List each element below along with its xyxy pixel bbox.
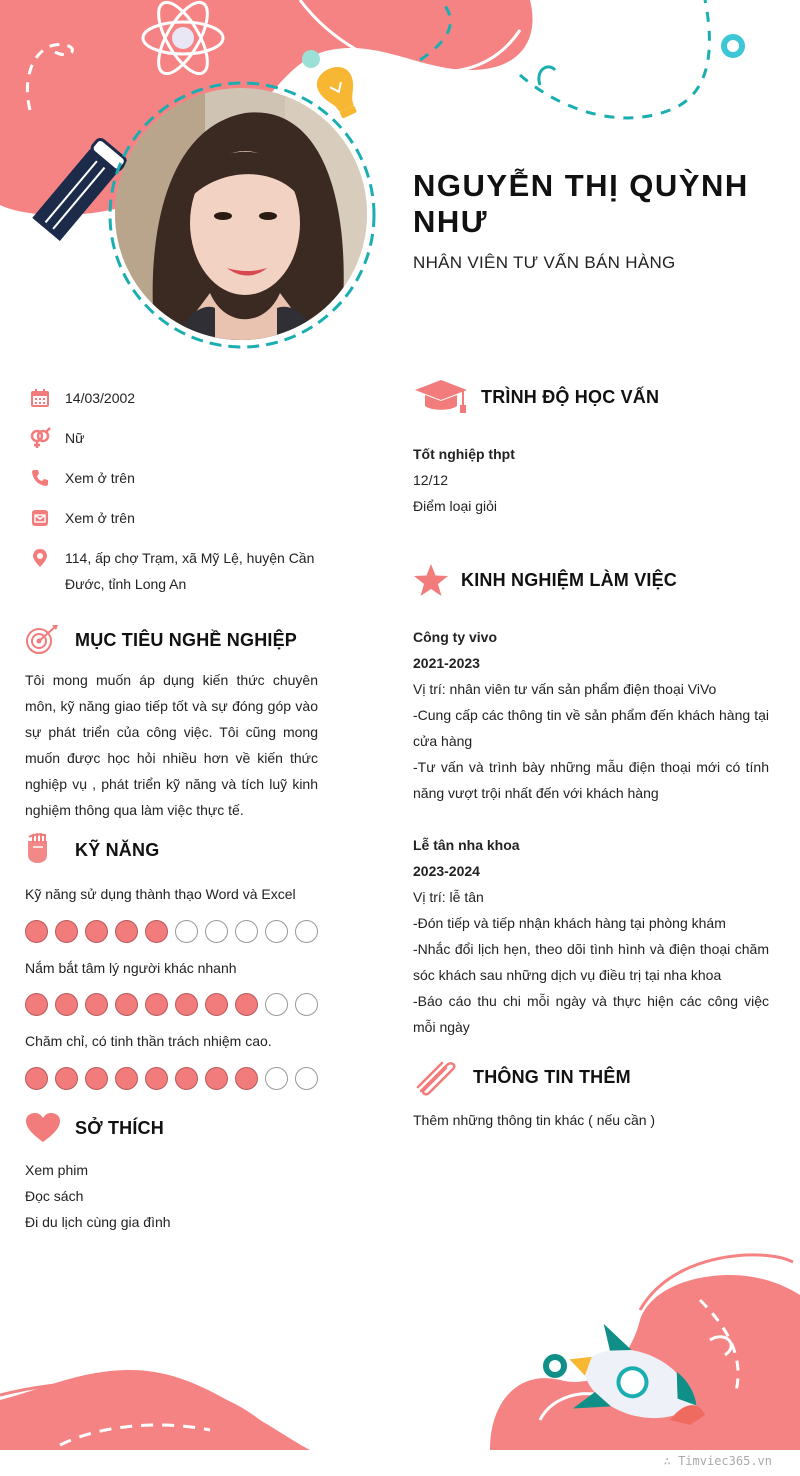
rating-dot-filled (25, 1067, 48, 1090)
rating-dot-filled (115, 1067, 138, 1090)
rating-dot-filled (235, 1067, 258, 1090)
portrait-illustration (115, 88, 367, 340)
address-value: 114, ấp chợ Trạm, xã Mỹ Lệ, huyện Cần Đước, tỉnh Long An (65, 550, 315, 592)
rating-dot-filled (115, 993, 138, 1016)
extra-info-heading (413, 1057, 631, 1097)
rating-dot-filled (205, 993, 228, 1016)
experience-job-2 (413, 832, 769, 1040)
rating-dot-empty (175, 920, 198, 943)
location-pin-icon (28, 546, 52, 570)
rating-dot-filled (205, 1067, 228, 1090)
rating-dot-filled (25, 920, 48, 943)
job-line: -Cung cấp các thông tin về sản phẩm đến khách hàng tại cửa hàng (413, 707, 769, 749)
rating-dot-filled (145, 993, 168, 1016)
rating-dot-empty (265, 920, 288, 943)
rating-dot-filled (85, 920, 108, 943)
fist-icon (25, 833, 61, 867)
hobby-item: Xem phim (25, 1162, 89, 1178)
experience-job-1 (413, 624, 769, 806)
calendar-icon (28, 386, 52, 410)
skills-heading (25, 833, 159, 867)
contact-birthday (28, 385, 318, 411)
job-line: -Nhắc đổi lịch hẹn, theo dõi tình hình và điện thoại chăm sóc khách sau những dịch vụ điều trị tại nha khoa (413, 941, 769, 983)
extra-info-title: THÔNG TIN THÊM (473, 1066, 631, 1087)
education-school: Tốt nghiệp thpt (413, 446, 515, 462)
phone-value: Xem ở trên (65, 470, 135, 486)
education-grade: 12/12 (413, 472, 449, 488)
skill-label-3: Chăm chỉ, có tinh thần trách nhiệm cao. (25, 1033, 272, 1049)
rating-dot-filled (175, 993, 198, 1016)
contact-gender (28, 425, 318, 451)
job-period: 2023-2024 (413, 863, 480, 879)
rating-dot-filled (55, 920, 78, 943)
rating-dot-empty (295, 1067, 318, 1090)
rating-dot-filled (175, 1067, 198, 1090)
job-company: Lễ tân nha khoa (413, 837, 520, 853)
birthday-value: 14/03/2002 (65, 390, 136, 406)
extra-info-text: Thêm những thông tin khác ( nếu cần ) (413, 1112, 656, 1128)
contact-email (28, 505, 318, 531)
objective-text: Tôi mong muốn áp dụng kiến thức chuyên môn, kỹ năng giao tiếp tốt và sự đóng góp vào sự phát triển của công việc. Tôi cũng mong muốn được học hỏi nhiều hơn về kiến thức nghiệp vụ , phát triển kỹ năng và tích luỹ kinh nghiệm thông qua làm việc thực tế. (25, 672, 318, 818)
profile-photo (115, 88, 367, 340)
email-icon (28, 506, 52, 530)
rating-dot-empty (205, 920, 228, 943)
skill-label-1: Kỹ năng sử dụng thành thạo Word và Excel (25, 886, 296, 902)
contact-address (28, 545, 318, 597)
job-period: 2021-2023 (413, 655, 480, 671)
paperclip-icon (413, 1057, 459, 1097)
phone-icon (28, 466, 52, 490)
education-title: TRÌNH ĐỘ HỌC VẤN (481, 386, 660, 407)
rating-dot-filled (145, 1067, 168, 1090)
job-line: Vị trí: nhân viên tư vấn sản phẩm điện thoại ViVo (413, 681, 717, 697)
rating-dot-filled (235, 993, 258, 1016)
skill-rating-3 (25, 1067, 318, 1090)
heart-icon (25, 1112, 61, 1144)
education-heading (413, 378, 659, 416)
education-details (413, 441, 515, 519)
target-icon (25, 624, 61, 656)
hobbies-heading (25, 1112, 164, 1144)
graduation-cap-icon (413, 378, 469, 416)
hobbies-title: SỞ THÍCH (75, 1117, 164, 1138)
rating-dot-filled (145, 920, 168, 943)
skills-title: KỸ NĂNG (75, 839, 160, 860)
job-company: Công ty vivo (413, 629, 498, 645)
skill-rating-2 (25, 993, 318, 1016)
hobbies-list (25, 1157, 171, 1235)
skill-label-2: Nắm bắt tâm lý người khác nhanh (25, 960, 237, 976)
rating-dot-filled (55, 993, 78, 1016)
job-line: -Đón tiếp và tiếp nhận khách hàng tại phòng khám (413, 915, 726, 931)
rating-dot-empty (295, 920, 318, 943)
gender-value: Nữ (65, 430, 85, 446)
education-note: Điểm loại giỏi (413, 498, 498, 514)
rating-dot-filled (25, 993, 48, 1016)
rating-dot-filled (85, 1067, 108, 1090)
email-value: Xem ở trên (65, 510, 135, 526)
contact-phone (28, 465, 318, 491)
rating-dot-filled (85, 993, 108, 1016)
rating-dot-filled (55, 1067, 78, 1090)
job-title: NHÂN VIÊN TƯ VẤN BÁN HÀNG (413, 253, 676, 272)
brand-watermark: ∴ Timviec365.vn (663, 1454, 772, 1468)
candidate-name: NGUYỄN THỊ QUỲNH NHƯ (413, 168, 749, 239)
hobby-item: Đọc sách (25, 1188, 84, 1204)
rating-dot-empty (265, 1067, 288, 1090)
job-line: -Tư vấn và trình bày những mẫu điện thoại mới có tính năng vượt trội nhất đến với khách hàng (413, 759, 769, 801)
objective-heading (25, 624, 297, 656)
contact-info (28, 385, 318, 611)
rating-dot-empty (295, 993, 318, 1016)
experience-heading (413, 563, 677, 597)
objective-title: MỤC TIÊU NGHỀ NGHIỆP (75, 629, 298, 650)
gender-icon (28, 426, 52, 450)
rating-dot-filled (115, 920, 138, 943)
job-line: Vị trí: lễ tân (413, 889, 484, 905)
skill-rating-1 (25, 920, 318, 943)
rating-dot-empty (235, 920, 258, 943)
star-icon (413, 563, 449, 597)
experience-title: KINH NGHIỆM LÀM VIỆC (461, 569, 678, 590)
rating-dot-empty (265, 993, 288, 1016)
hobby-item: Đi du lịch cùng gia đình (25, 1214, 171, 1230)
job-line: -Báo cáo thu chi mỗi ngày và thực hiện các công việc mỗi ngày (413, 993, 769, 1035)
